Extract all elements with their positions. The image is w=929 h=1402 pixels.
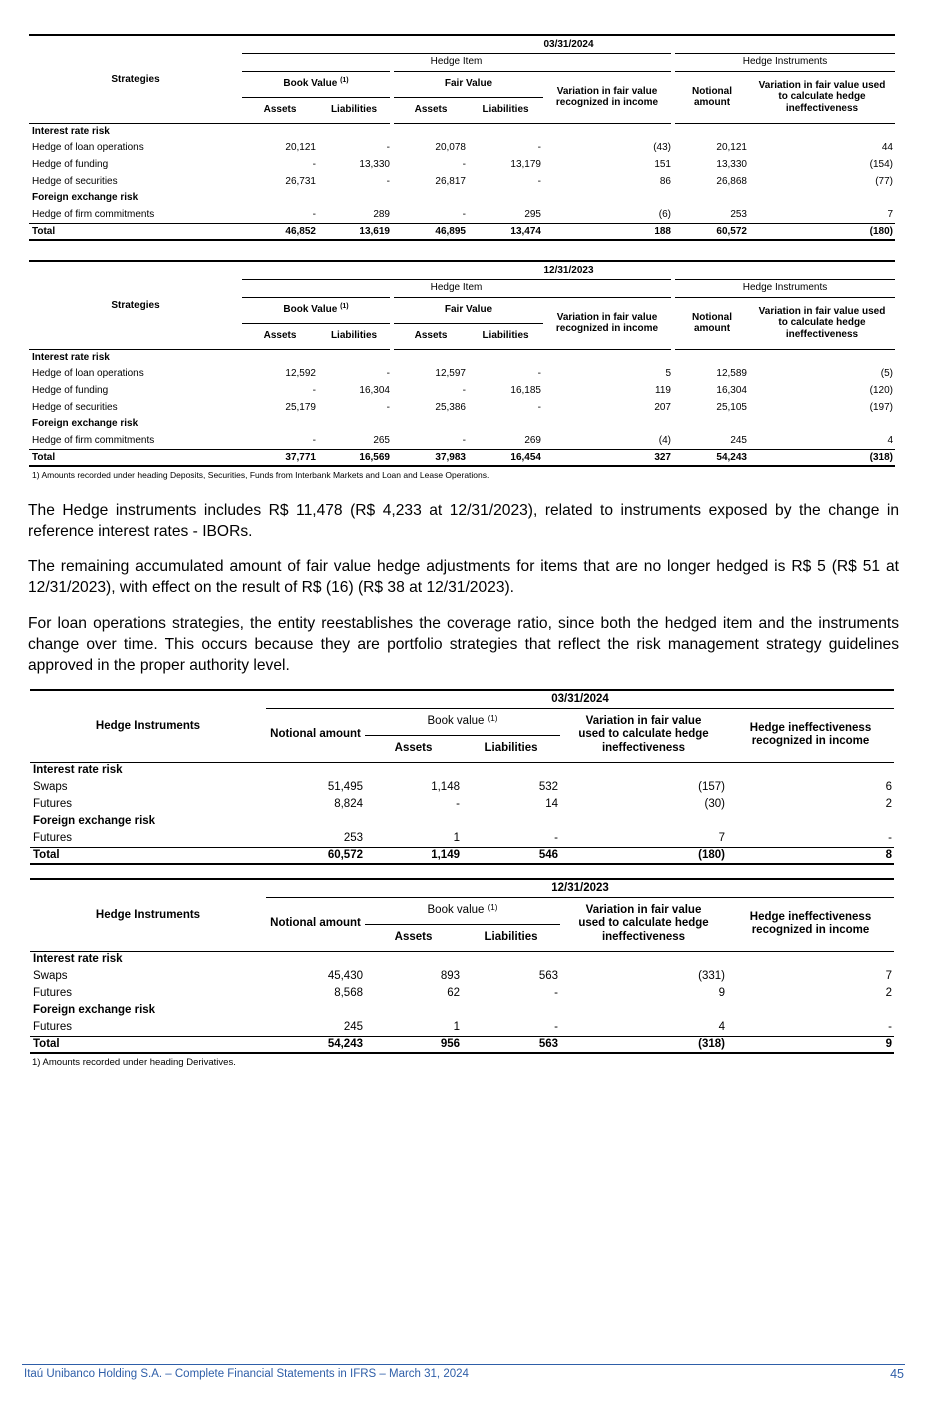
value-cell: 151 — [654, 158, 671, 170]
value-cell: 16,304 — [716, 384, 747, 396]
value-cell: 25,179 — [285, 401, 316, 413]
group-label: Foreign exchange risk — [32, 192, 139, 204]
value-cell: 253 — [343, 831, 363, 844]
value-cell: 295 — [524, 208, 541, 220]
total-value: 60,572 — [266, 847, 365, 864]
notional-header: Notional amount — [673, 297, 749, 349]
notional-header: Notional amount — [266, 897, 365, 951]
value-cell: (331) — [698, 969, 725, 982]
total-row — [30, 1036, 894, 1053]
total-label: Total — [29, 223, 242, 240]
value-cell: - — [462, 384, 466, 396]
total-value: 46,895 — [392, 223, 468, 240]
value-cell: 4 — [718, 1020, 725, 1033]
group-label: Interest rate risk — [32, 351, 110, 363]
value-cell: 4 — [887, 434, 893, 446]
ineffectiveness-income-header: Hedge ineffectiveness recognized in income — [727, 897, 894, 951]
row-label: Futures — [33, 831, 72, 844]
liabilities-header: Liabilities — [468, 97, 543, 123]
total-row — [29, 223, 895, 240]
total-value: 8 — [727, 847, 894, 864]
value-cell: 245 — [343, 1020, 363, 1033]
value-cell: 25,105 — [716, 401, 747, 413]
value-cell: 5 — [665, 367, 671, 379]
value-cell: - — [888, 1020, 892, 1033]
table-row — [29, 173, 895, 190]
value-cell: - — [537, 141, 541, 153]
group-label: Interest rate risk — [32, 125, 110, 137]
value-cell: 14 — [545, 797, 558, 810]
hedge-items-table-2024 — [29, 34, 895, 241]
table-date: 12/31/2023 — [266, 879, 894, 897]
value-cell: 44 — [881, 141, 893, 153]
value-cell: 6 — [885, 780, 892, 793]
value-cell: 207 — [654, 401, 671, 413]
page-number: 45 — [890, 1367, 904, 1381]
value-cell: 45,430 — [327, 969, 363, 982]
total-value: 9 — [727, 1036, 894, 1053]
total-value: 54,243 — [673, 449, 749, 466]
variation-ineffectiveness-header: Variation in fair value used to calculate hedge ineffectiveness — [560, 708, 727, 762]
footer-divider — [22, 1364, 905, 1365]
total-value: 16,454 — [468, 449, 543, 466]
group-label: Foreign exchange risk — [33, 814, 156, 827]
empty-cell — [266, 762, 894, 779]
total-value: 60,572 — [673, 223, 749, 240]
header-text: Book Value — [283, 304, 338, 316]
hedge-instruments-table-2023 — [30, 878, 894, 1054]
value-cell: 2 — [885, 797, 892, 810]
value-cell: - — [537, 175, 541, 187]
assets-header: Assets — [392, 323, 468, 349]
value-cell: 7 — [718, 831, 725, 844]
value-cell: 245 — [730, 434, 747, 446]
empty-cell — [242, 190, 895, 206]
value-cell: (157) — [698, 780, 725, 793]
table-date: 03/31/2024 — [242, 35, 895, 53]
row-label: Futures — [33, 1020, 72, 1033]
value-cell: - — [386, 175, 390, 187]
row-label: Swaps — [33, 969, 68, 982]
row-label: Hedge of firm commitments — [32, 208, 155, 220]
total-value: 37,771 — [242, 449, 318, 466]
value-cell: 62 — [447, 986, 460, 999]
value-cell: 269 — [524, 434, 541, 446]
group-label: Interest rate risk — [33, 764, 123, 777]
footnote-marker: (1) — [340, 303, 349, 311]
hedge-instruments-header: Hedge Instruments — [30, 879, 266, 951]
row-label: Hedge of funding — [32, 384, 109, 396]
total-value: 956 — [365, 1036, 462, 1053]
liabilities-header: Liabilities — [318, 97, 392, 123]
table-row — [30, 1019, 894, 1036]
value-cell: 2 — [885, 986, 892, 999]
table-row — [30, 779, 894, 796]
variation-ineffectiveness-header: Variation in fair value used to calculate hedge ineffectiveness — [749, 297, 895, 349]
empty-cell — [266, 951, 894, 968]
book-value-header — [242, 71, 392, 97]
assets-header: Assets — [242, 97, 318, 123]
value-cell: - — [554, 1020, 558, 1033]
value-cell: - — [312, 208, 316, 220]
table-row — [29, 416, 895, 432]
value-cell: 20,078 — [435, 141, 466, 153]
value-cell: 16,185 — [510, 384, 541, 396]
liabilities-header: Liabilities — [318, 323, 392, 349]
group-label: Interest rate risk — [33, 953, 123, 966]
table-row — [29, 432, 895, 449]
value-cell: 13,330 — [716, 158, 747, 170]
hedge-instruments-header: Hedge Instruments — [673, 279, 895, 297]
row-label: Hedge of firm commitments — [32, 434, 155, 446]
total-label: Total — [30, 1036, 266, 1053]
group-label: Foreign exchange risk — [32, 418, 139, 430]
ineffectiveness-income-header: Hedge ineffectiveness recognized in income — [727, 708, 894, 762]
value-cell: - — [462, 208, 466, 220]
paragraph-ibors: The Hedge instruments includes R$ 11,478 (R$ 4,233 at 12/31/2023), related to instruments exposed by the change in reference interest rates - IBORs. — [28, 502, 899, 540]
group-label: Foreign exchange risk — [33, 1003, 156, 1016]
book-value-header — [365, 708, 560, 735]
value-cell: 20,121 — [716, 141, 747, 153]
total-value: 1,149 — [365, 847, 462, 864]
total-label: Total — [29, 449, 242, 466]
value-cell: 1,148 — [431, 780, 460, 793]
table-row — [30, 813, 894, 830]
value-cell: 12,597 — [435, 367, 466, 379]
value-cell: - — [312, 384, 316, 396]
row-label: Hedge of loan operations — [32, 141, 144, 153]
table-row — [29, 156, 895, 173]
value-cell: 20,121 — [285, 141, 316, 153]
value-cell: - — [537, 401, 541, 413]
value-cell: (4) — [658, 434, 671, 446]
footnote-marker: (1) — [340, 77, 349, 85]
header-text: Book value — [427, 903, 485, 916]
total-label: Total — [30, 847, 266, 864]
total-value: 327 — [543, 449, 673, 466]
book-value-header — [242, 297, 392, 323]
table-row — [30, 830, 894, 847]
liabilities-header: Liabilities — [462, 735, 560, 762]
row-label: Futures — [33, 797, 72, 810]
value-cell: 13,330 — [359, 158, 390, 170]
value-cell: 8,824 — [334, 797, 363, 810]
value-cell: - — [312, 434, 316, 446]
total-value: (180) — [560, 847, 727, 864]
value-cell: (197) — [869, 401, 893, 413]
value-cell: 25,386 — [435, 401, 466, 413]
value-cell: 1 — [453, 1020, 460, 1033]
paragraph-adjustments: The remaining accumulated amount of fair value hedge adjustments for items that are no longer hedged is R$ 5 (R$ 51 at 12/31/2023), with effect on the result of R$ (16) (R$ 38 at 12/31/2023). — [28, 558, 899, 596]
table-row — [30, 985, 894, 1002]
table-row — [30, 951, 894, 968]
value-cell: - — [312, 158, 316, 170]
value-cell: 265 — [373, 434, 390, 446]
assets-header: Assets — [365, 924, 462, 951]
value-cell: - — [386, 367, 390, 379]
table-row — [29, 365, 895, 382]
header-text: Book value — [427, 714, 485, 727]
total-value: 13,619 — [318, 223, 392, 240]
footnote-marker: (1) — [487, 713, 498, 723]
empty-cell — [242, 123, 895, 139]
table-row — [30, 1002, 894, 1019]
total-value: (318) — [560, 1036, 727, 1053]
liabilities-header: Liabilities — [462, 924, 560, 951]
assets-header: Assets — [365, 735, 462, 762]
value-cell: 7 — [885, 969, 892, 982]
value-cell: - — [554, 831, 558, 844]
hedge-item-header: Hedge Item — [242, 279, 673, 297]
value-cell: 12,589 — [716, 367, 747, 379]
assets-header: Assets — [392, 97, 468, 123]
value-cell: (77) — [875, 175, 893, 187]
total-value: 46,852 — [242, 223, 318, 240]
hedge-instruments-table-2024 — [30, 689, 894, 865]
notional-header: Notional amount — [266, 708, 365, 762]
value-cell: 86 — [659, 175, 671, 187]
table-row — [30, 796, 894, 813]
value-cell: 26,817 — [435, 175, 466, 187]
variation-ineffectiveness-header: Variation in fair value used to calculate hedge ineffectiveness — [560, 897, 727, 951]
table-row — [30, 968, 894, 985]
hedge-items-table-2023 — [29, 260, 895, 467]
hedge-instruments-header: Hedge Instruments — [30, 690, 266, 762]
value-cell: - — [554, 986, 558, 999]
value-cell: (30) — [704, 797, 725, 810]
footnote-marker: (1) — [487, 902, 498, 912]
table-row — [29, 190, 895, 206]
value-cell: 12,592 — [285, 367, 316, 379]
value-cell: - — [888, 831, 892, 844]
table-row — [30, 762, 894, 779]
row-label: Futures — [33, 986, 72, 999]
empty-cell — [266, 1002, 894, 1019]
empty-cell — [242, 416, 895, 432]
row-label: Hedge of loan operations — [32, 367, 144, 379]
table-row — [29, 399, 895, 416]
value-cell: 8,568 — [334, 986, 363, 999]
notional-header: Notional amount — [673, 71, 749, 123]
value-cell: - — [462, 158, 466, 170]
value-cell: 7 — [887, 208, 893, 220]
value-cell: 1 — [453, 831, 460, 844]
variation-income-header: Variation in fair value recognized in income — [543, 71, 673, 123]
total-value: 188 — [543, 223, 673, 240]
total-value: 563 — [462, 1036, 560, 1053]
strategies-header: Strategies — [29, 261, 242, 349]
value-cell: - — [386, 401, 390, 413]
total-value: 13,474 — [468, 223, 543, 240]
total-value: (318) — [749, 449, 895, 466]
row-label: Hedge of securities — [32, 401, 118, 413]
value-cell: 16,304 — [359, 384, 390, 396]
fair-value-header: Fair Value — [392, 71, 543, 97]
value-cell: (43) — [653, 141, 671, 153]
table-date: 03/31/2024 — [266, 690, 894, 708]
fair-value-header: Fair Value — [392, 297, 543, 323]
value-cell: (5) — [880, 367, 893, 379]
value-cell: 119 — [655, 384, 671, 396]
variation-income-header: Variation in fair value recognized in income — [543, 297, 673, 349]
table-row — [29, 349, 895, 365]
paragraph-loan-strategies: For loan operations strategies, the entity reestablishes the coverage ratio, since both the hedged item and the instruments change over time. This occurs because they are portfolio strategies that reflect the risk management strategy guidelines approved in the proper authority level. — [28, 615, 899, 674]
table-row — [29, 123, 895, 139]
value-cell: (6) — [658, 208, 671, 220]
empty-cell — [266, 813, 894, 830]
value-cell: 9 — [718, 986, 725, 999]
value-cell: 563 — [538, 969, 558, 982]
value-cell: 289 — [373, 208, 390, 220]
total-row — [30, 847, 894, 864]
total-value: 54,243 — [266, 1036, 365, 1053]
total-value: 16,569 — [318, 449, 392, 466]
footer-title: Itaú Unibanco Holding S.A. – Complete Financial Statements in IFRS – March 31, 2024 — [24, 1368, 469, 1380]
table-date: 12/31/2023 — [242, 261, 895, 279]
total-value: 37,983 — [392, 449, 468, 466]
row-label: Swaps — [33, 780, 68, 793]
footnote-hedge-items: 1) Amounts recorded under heading Deposits, Securities, Funds from Interbank Markets and Loan and Lease Operations. — [32, 470, 490, 480]
total-value: 546 — [462, 847, 560, 864]
total-row — [29, 449, 895, 466]
value-cell: 532 — [538, 780, 558, 793]
empty-cell — [242, 349, 895, 365]
table-row — [29, 206, 895, 223]
value-cell: 253 — [730, 208, 747, 220]
hedge-instruments-header: Hedge Instruments — [673, 53, 895, 71]
header-text: Book Value — [283, 78, 338, 90]
value-cell: - — [456, 797, 460, 810]
row-label: Hedge of securities — [32, 175, 118, 187]
row-label: Hedge of funding — [32, 158, 109, 170]
value-cell: - — [462, 434, 466, 446]
strategies-header: Strategies — [29, 35, 242, 123]
variation-ineffectiveness-header: Variation in fair value used to calculate hedge ineffectiveness — [749, 71, 895, 123]
value-cell: - — [537, 367, 541, 379]
table-row — [29, 139, 895, 156]
value-cell: 26,731 — [285, 175, 316, 187]
footnote-derivatives: 1) Amounts recorded under heading Derivatives. — [32, 1057, 236, 1068]
table-row — [29, 382, 895, 399]
hedge-item-header: Hedge Item — [242, 53, 673, 71]
value-cell: 893 — [440, 969, 460, 982]
total-value: (180) — [749, 223, 895, 240]
value-cell: (120) — [869, 384, 893, 396]
value-cell: 26,868 — [716, 175, 747, 187]
assets-header: Assets — [242, 323, 318, 349]
book-value-header — [365, 897, 560, 924]
value-cell: 13,179 — [510, 158, 541, 170]
value-cell: (154) — [869, 158, 893, 170]
liabilities-header: Liabilities — [468, 323, 543, 349]
value-cell: 51,495 — [327, 780, 363, 793]
value-cell: - — [386, 141, 390, 153]
